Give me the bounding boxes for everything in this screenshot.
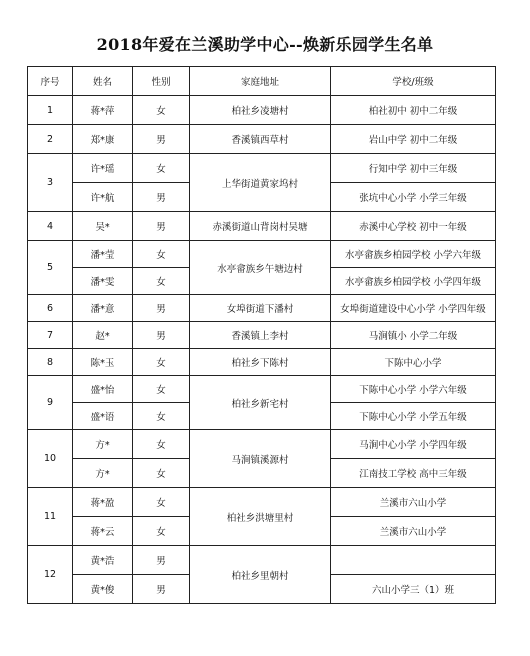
cell-address: 柏社乡下陈村 bbox=[190, 349, 331, 376]
cell-name: 郑*康 bbox=[73, 125, 133, 154]
cell-name: 蒋*云 bbox=[73, 517, 133, 546]
cell-school: 柏社初中 初中二年级 bbox=[331, 96, 496, 125]
cell-name: 赵* bbox=[73, 322, 133, 349]
cell-number: 6 bbox=[28, 295, 73, 322]
cell-gender: 男 bbox=[133, 295, 190, 322]
cell-school bbox=[331, 546, 496, 575]
cell-gender: 男 bbox=[133, 322, 190, 349]
cell-gender: 女 bbox=[133, 268, 190, 295]
cell-number: 3 bbox=[28, 154, 73, 212]
cell-gender: 男 bbox=[133, 575, 190, 604]
table-row bbox=[28, 349, 496, 376]
header-school: 学校/班级 bbox=[331, 67, 496, 96]
cell-gender: 男 bbox=[133, 125, 190, 154]
cell-gender: 女 bbox=[133, 96, 190, 125]
cell-gender: 女 bbox=[133, 154, 190, 183]
table-row bbox=[28, 546, 496, 575]
cell-school: 水亭畲族乡柏园学校 小学四年级 bbox=[331, 268, 496, 295]
cell-address: 赤溪街道山背岗村吴塘 bbox=[190, 212, 331, 241]
cell-name: 潘*莹 bbox=[73, 241, 133, 268]
table-row bbox=[28, 212, 496, 241]
cell-name: 许*瑶 bbox=[73, 154, 133, 183]
header-name: 姓名 bbox=[73, 67, 133, 96]
student-roster-table bbox=[27, 66, 496, 604]
cell-school: 张坑中心小学 小学三年级 bbox=[331, 183, 496, 212]
cell-school: 行知中学 初中三年级 bbox=[331, 154, 496, 183]
cell-address: 水亭畲族乡午塘边村 bbox=[190, 241, 331, 295]
cell-number: 9 bbox=[28, 376, 73, 430]
cell-address: 柏社乡新宅村 bbox=[190, 376, 331, 430]
cell-name: 方* bbox=[73, 459, 133, 488]
cell-number: 1 bbox=[28, 96, 73, 125]
table-row bbox=[28, 295, 496, 322]
cell-address: 女埠街道下潘村 bbox=[190, 295, 331, 322]
page-title: 2018年爱在兰溪助学中心--焕新乐园学生名单 bbox=[96, 35, 434, 54]
cell-school: 下陈中心小学 小学五年级 bbox=[331, 403, 496, 430]
cell-number: 12 bbox=[28, 546, 73, 604]
cell-gender: 女 bbox=[133, 430, 190, 459]
cell-name: 蒋*盈 bbox=[73, 488, 133, 517]
cell-school: 马涧镇小 小学二年级 bbox=[331, 322, 496, 349]
cell-name: 黄*浩 bbox=[73, 546, 133, 575]
cell-number: 11 bbox=[28, 488, 73, 546]
table-row bbox=[28, 322, 496, 349]
cell-address: 柏社乡里朝村 bbox=[190, 546, 331, 604]
cell-number: 4 bbox=[28, 212, 73, 241]
cell-gender: 女 bbox=[133, 241, 190, 268]
table-row bbox=[28, 488, 496, 517]
cell-gender: 男 bbox=[133, 183, 190, 212]
cell-gender: 女 bbox=[133, 517, 190, 546]
table-row bbox=[28, 125, 496, 154]
cell-name: 黄*俊 bbox=[73, 575, 133, 604]
cell-gender: 女 bbox=[133, 488, 190, 517]
cell-school: 水亭畲族乡柏园学校 小学六年级 bbox=[331, 241, 496, 268]
cell-name: 潘*雯 bbox=[73, 268, 133, 295]
header-number: 序号 bbox=[28, 67, 73, 96]
cell-number: 8 bbox=[28, 349, 73, 376]
cell-name: 方* bbox=[73, 430, 133, 459]
cell-school: 六山小学三（1）班 bbox=[331, 575, 496, 604]
cell-name: 潘*意 bbox=[73, 295, 133, 322]
cell-name: 蒋*萍 bbox=[73, 96, 133, 125]
cell-address: 马涧镇溪源村 bbox=[190, 430, 331, 488]
cell-name: 许*航 bbox=[73, 183, 133, 212]
cell-name: 陈*玉 bbox=[73, 349, 133, 376]
cell-school: 马涧中心小学 小学四年级 bbox=[331, 430, 496, 459]
header-gender: 性别 bbox=[133, 67, 190, 96]
cell-school: 女埠街道建设中心小学 小学四年级 bbox=[331, 295, 496, 322]
table-row bbox=[28, 241, 496, 268]
cell-address: 柏社乡洪塘里村 bbox=[190, 488, 331, 546]
cell-school: 下陈中心小学 bbox=[331, 349, 496, 376]
cell-school: 下陈中心小学 小学六年级 bbox=[331, 376, 496, 403]
cell-address: 柏社乡凌塘村 bbox=[190, 96, 331, 125]
cell-school: 赤溪中心学校 初中一年级 bbox=[331, 212, 496, 241]
table-row bbox=[28, 430, 496, 459]
cell-school: 岩山中学 初中二年级 bbox=[331, 125, 496, 154]
table-row bbox=[28, 154, 496, 183]
cell-gender: 女 bbox=[133, 403, 190, 430]
cell-address: 香溪镇西草村 bbox=[190, 125, 331, 154]
cell-name: 盛*怡 bbox=[73, 376, 133, 403]
cell-address: 上华街道黄家坞村 bbox=[190, 154, 331, 212]
table-row bbox=[28, 96, 496, 125]
cell-school: 江南技工学校 高中三年级 bbox=[331, 459, 496, 488]
header-address: 家庭地址 bbox=[190, 67, 331, 96]
cell-school: 兰溪市六山小学 bbox=[331, 488, 496, 517]
cell-gender: 男 bbox=[133, 212, 190, 241]
cell-number: 10 bbox=[28, 430, 73, 488]
cell-gender: 女 bbox=[133, 376, 190, 403]
cell-gender: 女 bbox=[133, 349, 190, 376]
table-header-row bbox=[28, 67, 496, 96]
cell-number: 2 bbox=[28, 125, 73, 154]
table-body bbox=[28, 96, 496, 604]
cell-name: 盛*语 bbox=[73, 403, 133, 430]
cell-address: 香溪镇上李村 bbox=[190, 322, 331, 349]
cell-number: 5 bbox=[28, 241, 73, 295]
table-row bbox=[28, 376, 496, 403]
cell-school: 兰溪市六山小学 bbox=[331, 517, 496, 546]
cell-name: 吴* bbox=[73, 212, 133, 241]
cell-number: 7 bbox=[28, 322, 73, 349]
cell-gender: 男 bbox=[133, 546, 190, 575]
cell-gender: 女 bbox=[133, 459, 190, 488]
